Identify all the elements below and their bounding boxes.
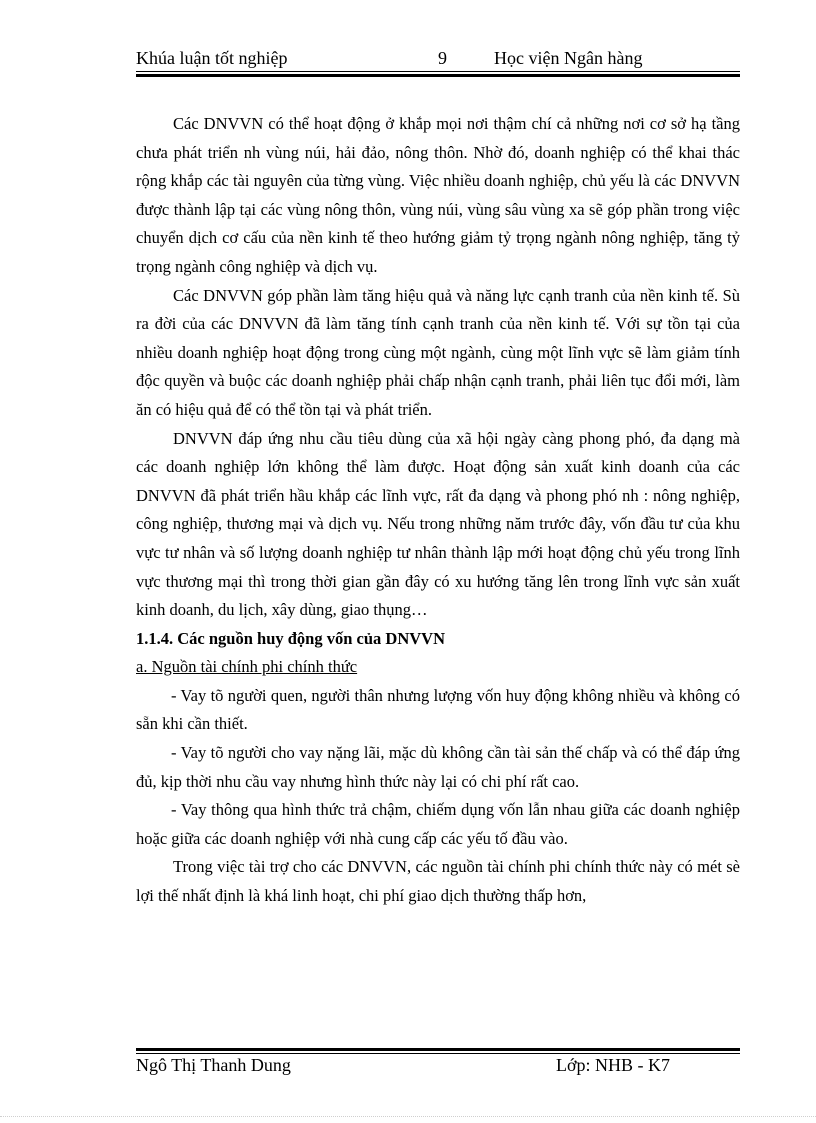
footer-rule-thick xyxy=(136,1048,740,1051)
footer-rule-thin xyxy=(136,1053,740,1054)
footer-class: Lớp: NHB - K7 xyxy=(556,1055,671,1075)
section-heading: 1.1.4. Các nguồn huy động vốn của DNVVN xyxy=(136,628,445,648)
header-rule-thin xyxy=(136,71,740,72)
body-paragraph-2: Các DNVVN góp phần làm tăng hiệu quả và năng lực cạnh tranh của nền kinh tế. Sù ra đời của các DNVVN đã làm tăng tính cạnh tranh của nền kinh tế. Với sự tồn tại của nhiều doanh nghiệp hoạt động trong cùng một ngành, cùng một lĩnh vực sẽ làm giảm tính độc quyền và buộc các doanh nghiệp phải chấp nhận cạnh tranh, phải liên tục đổi mới, làm ăn có hiệu quả để có thể tồn tại và phát triển. xyxy=(136,285,740,419)
footer-author: Ngô Thị Thanh Dung xyxy=(136,1055,291,1075)
bullet-item-2: - Vay tõ người cho vay nặng lãi, mặc dù không cần tài sản thế chấp và có thể đáp ứng đủ, kịp thời nhu cầu vay nhưng hình thức này lại có chi phí rất cao. xyxy=(136,743,740,791)
header-institution: Học viện Ngân hàng xyxy=(494,48,643,68)
bullet-item-1: - Vay tõ người quen, người thân nhưng lượng vốn huy động không nhiều và không có sẵn khi cần thiết. xyxy=(136,685,740,734)
body-paragraph-1: Các DNVVN có thể hoạt động ở khắp mọi nơi thậm chí cả những nơi cơ sở hạ tầng chưa phát triển nh vùng núi, hải đảo, nông thôn. Nhờ đó, doanh nghiệp có thể khai thác rộng khắp các tài nguyên của từng vùng. Việc nhiều doanh nghiệp, chủ yếu là các DNVVN được thành lập tại các vùng nông thôn, vùng núi, vùng sâu vùng xa sẽ góp phần trong việc chuyển dịch cơ cấu của nền kinh tế theo hướng giảm tỷ trọng ngành nông nghiệp, tăng tỷ trọng ngành công nghiệp và dịch vụ. xyxy=(136,114,740,276)
page-edge-divider xyxy=(0,1116,816,1117)
closing-paragraph: Trong việc tài trợ cho các DNVVN, các nguồn tài chính phi chính thức này có mét sè lợi thế nhất định là khá linh hoạt, chi phí giao dịch thường thấp hơn, xyxy=(136,857,740,906)
body-paragraph-3: DNVVN đáp ứng nhu cầu tiêu dùng của xã hội ngày càng phong phó, đa dạng mà các doanh nghiệp lớn không thể làm được. Hoạt động sản xuất kinh doanh của các DNVVN đã phát triển hầu khắp các lĩnh vực, rất đa dạng và phong phó nh : nông nghiệp, công nghiệp, thương mại và dịch vụ. Nếu trong những năm trước đây, vốn đầu tư của khu vực tư nhân và số lượng doanh nghiệp tư nhân thành lập mới hoạt động chủ yếu trong lĩnh vực thương mại thì trong thời gian gần đây có xu hướng tăng lên trong lĩnh vực sản xuất kinh doanh, du lịch, xây dùng, giao thụng… xyxy=(136,428,740,620)
page-number: 9 xyxy=(438,48,447,68)
bullet-item-3: - Vay thông qua hình thức trả chậm, chiếm dụng vốn lẫn nhau giữa các doanh nghiệp hoặc giữa các doanh nghiệp với nhà cung cấp các yếu tố đầu vào. xyxy=(136,800,740,848)
header-thesis-title: Khúa luận tốt nghiệp xyxy=(136,48,288,68)
page-header xyxy=(136,48,740,72)
header-rule-thick xyxy=(136,74,740,77)
page-body xyxy=(136,110,740,911)
subsection-heading: a. Nguồn tài chính phi chính thức xyxy=(136,657,358,677)
page-footer xyxy=(136,1055,740,1079)
